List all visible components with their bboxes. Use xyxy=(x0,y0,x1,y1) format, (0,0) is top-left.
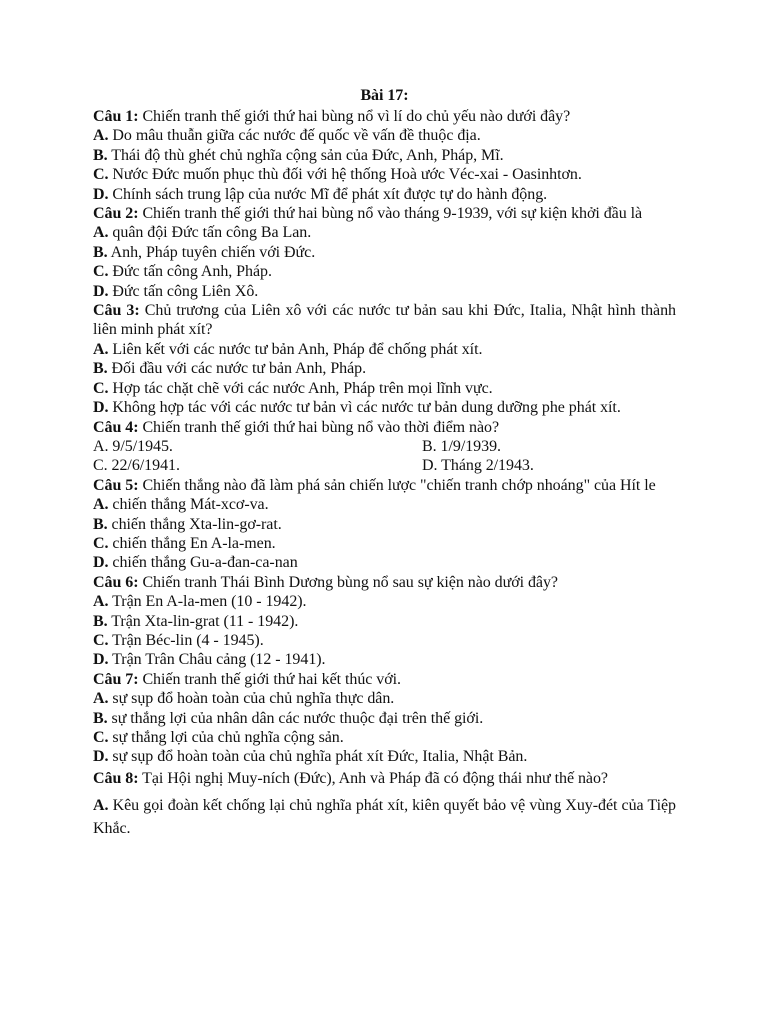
question-3-option-a: A. Liên kết với các nước tư bản Anh, Pháp để chống phát xít. xyxy=(93,340,483,358)
question-7-option-b: B. sự thắng lợi của nhân dân các nước thuộc đại trên thế giới. xyxy=(93,709,484,727)
question-8-label: Câu 8: xyxy=(93,769,139,787)
question-8-text: Tại Hội nghị Muy-ních (Đức), Anh và Pháp đã có động thái như thế nào? xyxy=(142,769,608,787)
question-2-stem xyxy=(93,204,676,223)
question-1-stem xyxy=(93,107,676,126)
question-5 xyxy=(93,476,676,573)
question-6 xyxy=(93,573,676,670)
question-4 xyxy=(93,418,676,476)
question-4-label: Câu 4: xyxy=(93,418,139,436)
question-2-option-c: C. Đức tấn công Anh, Pháp. xyxy=(93,263,272,281)
question-4-option-a: A. 9/5/1945. xyxy=(93,437,173,455)
lesson-title: Bài 17: xyxy=(360,87,409,104)
question-3-label: Câu 3: xyxy=(93,302,140,320)
question-7-text: Chiến tranh thế giới thứ hai kết thúc với. xyxy=(142,670,401,688)
question-5-option-d: D. chiến thắng Gu-a-đan-ca-nan xyxy=(93,554,298,572)
question-5-text: Chiến thắng nào đã làm phá sản chiến lược "chiến tranh chớp nhoáng" của Hít le xyxy=(142,476,656,494)
question-7-option-c: C. sự thắng lợi của chủ nghĩa cộng sản. xyxy=(93,729,344,746)
question-4-option-c: C. 22/6/1941. xyxy=(93,457,180,475)
question-7 xyxy=(93,670,676,767)
question-2-text: Chiến tranh thế giới thứ hai bùng nổ vào tháng 9-1939, với sự kiện khởi đầu là xyxy=(142,205,643,223)
question-2-option-b: B. Anh, Pháp tuyên chiến với Đức. xyxy=(93,243,316,261)
question-1 xyxy=(93,107,676,204)
question-4-row-2 xyxy=(93,456,676,475)
question-7-label: Câu 7: xyxy=(93,670,139,688)
question-5-option-a: A. chiến thắng Mát-xcơ-va. xyxy=(93,496,269,514)
question-8-option-a: A. Kêu gọi đoàn kết chống lại chủ nghĩa phát xít, kiên quyết bảo vệ vùng Xuy-đét của Tiệp Khắc. xyxy=(93,796,677,837)
question-7-option-d: D. sự sụp đổ hoàn toàn của chủ nghĩa phát xít Đức, Italia, Nhật Bản. xyxy=(93,748,528,766)
question-2-option-a: A. quân đội Đức tấn công Ba Lan. xyxy=(93,224,312,242)
document-page xyxy=(93,85,676,840)
question-6-text: Chiến tranh Thái Bình Dương bùng nổ sau sự kiện nào dưới đây? xyxy=(142,573,558,591)
question-1-option-b: B. Thái độ thù ghét chủ nghĩa cộng sản của Đức, Anh, Pháp, Mĩ. xyxy=(93,146,504,164)
question-5-option-b: B. chiến thắng Xta-lin-gơ-rat. xyxy=(93,515,282,533)
question-6-stem xyxy=(93,573,676,592)
question-7-stem xyxy=(93,670,676,689)
question-5-stem xyxy=(93,476,676,495)
question-3-option-c: C. Hợp tác chặt chẽ với các nước Anh, Pháp trên mọi lĩnh vực. xyxy=(93,379,493,397)
question-6-label: Câu 6: xyxy=(93,573,139,591)
question-5-label: Câu 5: xyxy=(93,476,139,494)
question-1-option-d: D. Chính sách trung lập của nước Mĩ để phát xít được tự do hành động. xyxy=(93,185,548,203)
question-4-text: Chiến tranh thế giới thứ hai bùng nổ vào thời điểm nào? xyxy=(142,418,499,436)
question-1-option-a: A. Do mâu thuẫn giữa các nước đế quốc về vấn đề thuộc địa. xyxy=(93,127,481,145)
question-6-option-d: D. Trận Trân Châu cảng (12 - 1941). xyxy=(93,651,326,669)
question-4-stem xyxy=(93,418,676,437)
question-3-text: Chủ trương của Liên xô với các nước tư bản sau khi Đức, Italia, Nhật hình thành liên minh phát xít? xyxy=(93,302,677,339)
question-1-text: Chiến tranh thế giới thứ hai bùng nổ vì lí do chủ yếu nào dưới đây? xyxy=(142,108,571,125)
question-2 xyxy=(93,204,676,301)
question-5-option-c: C. chiến thắng En A-la-men. xyxy=(93,534,276,552)
question-3-stem xyxy=(93,301,676,340)
question-4-option-d: D. Tháng 2/1943. xyxy=(422,457,534,475)
question-4-row-1 xyxy=(93,437,676,456)
question-6-option-a: A. Trận En A-la-men (10 - 1942). xyxy=(93,593,307,611)
question-3-option-d: D. Không hợp tác với các nước tư bản vì các nước tư bản dung dưỡng phe phát xít. xyxy=(93,399,621,417)
question-8 xyxy=(93,767,676,840)
question-4-option-b: B. 1/9/1939. xyxy=(422,437,501,455)
question-8-stem xyxy=(93,767,676,791)
question-6-option-b: B. Trận Xta-lin-grat (11 - 1942). xyxy=(93,612,299,630)
question-7-option-a: A. sự sụp đổ hoàn toàn của chủ nghĩa thực dân. xyxy=(93,690,395,708)
question-1-label: Câu 1: xyxy=(93,108,139,125)
question-6-option-c: C. Trận Béc-lin (4 - 1945). xyxy=(93,631,264,649)
question-2-label: Câu 2: xyxy=(93,205,139,223)
question-1-option-c: C. Nước Đức muốn phục thù đối với hệ thống Hoà ước Véc-xai - Oasinhtơn. xyxy=(93,166,582,184)
question-3 xyxy=(93,301,676,417)
question-3-option-b: B. Đối đầu với các nước tư bản Anh, Pháp. xyxy=(93,360,367,378)
question-2-option-d: D. Đức tấn công Liên Xô. xyxy=(93,282,259,300)
